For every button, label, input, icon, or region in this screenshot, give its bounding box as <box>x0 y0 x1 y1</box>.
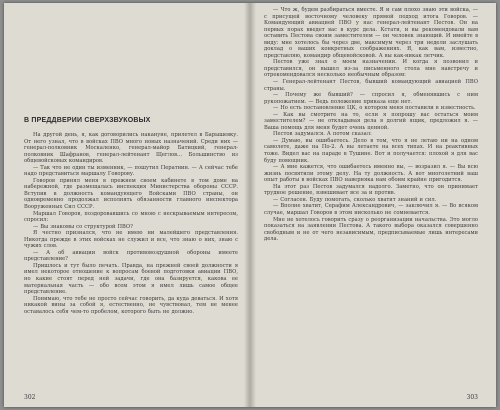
paragraph: На другой день, я, как договорились накануне, прилетел в Барышевку. От него узнал, что в войсках ПВО много новых назначений. Среди них — генерал-полковник Москаленко, генерал-майор Батицкий, генерал-полковник Шафранов, генерал-лейтенант Щеглов... Большинство из общевойсковых командиров. <box>24 132 238 165</box>
paragraph: — Но есть постановление ЦК, о котором меня поставили в известность. <box>273 105 476 112</box>
paragraph: — Почему же бывший? — спросил я, обменявшись с ним рукопожатием. — Ведь положение приказа еще нет. <box>264 92 478 105</box>
paragraph: — Как вы смотрите на то, если я попрошу вас остаться моим заместителем? — не откладывая дела в долгий ящик, предложил я. — Ваша помощь для меня будет очень ценной. <box>264 111 478 131</box>
paragraph: — А мне кажется, что ошибаетесь именно вы, — возразил я. — Вы всю жизнь посвятили этому делу. На ту должность. А вот многолетний ваш опыт работы в войсках ПВО наверняка нам обоим крайне пригодится. <box>264 164 478 184</box>
left-page <box>4 3 250 407</box>
page-number-right: 303 <box>466 394 478 401</box>
paragraph: — Вы знакомы со структурой ПВО? <box>33 223 133 230</box>
paragraph: — Что ж, будем разбираться вместе. Я и сам плохо знаю эти войска, — с присущей восточному человеку прямой подход итога Говоров. — Командующий авиацией ПВО у нас генерал-лейтенант Пестов. Он на первых порах введет вас в курс дела. Кстати, и вы рекомендовали вам оставить Пестова своим заместителем — он человек знающий. И имейте в виду: мне хотелось бы через две, максимум через три недели заслушать доклад о ваших конкретных соображениях. Я, как вам, известно, представляю, командир общевойсковой. А вы как-никак летчик. <box>264 7 478 59</box>
paragraph: — Генерал-лейтенант Пестов, бывший командующий авиацией ПВО страны. <box>264 79 478 92</box>
right-page <box>250 3 496 407</box>
chapter-title: В ПРЕДДВЕРИИ СВЕРХЗВУКОВЫХ <box>24 117 151 124</box>
paragraph: Пестов уже знал о моем назначении. И когда я позвонил и представился, он вышел из-за письменного стола мне навстречу и отрекомендовался несколько необычным образом: <box>264 59 478 79</box>
page-number-left: 302 <box>24 394 36 401</box>
paragraph: — Думаю, вы ошибаетесь. Дело в том, что я не летаю ни на одном самолете, даже на По-2. А вы летаете на всех типах. И на реактивных тоже. Видел вас на параде в Тушине. Вот и получается: плохой я для вас буду помощник. <box>264 137 478 164</box>
left-page-text <box>24 132 238 315</box>
paragraph: Говоров принял меня в прежнем своем кабинете в том доме на набережной, где размещалась инспекция Министерства обороны СССР. Вступив в должность командующего Войсками ПВО страны, он одновременно продолжал исполнять обязанности главного инспектора Вооруженных Сил СССР. <box>24 177 238 211</box>
paragraph: Маршал Говоров, поздоровавшись со мною с нескрываемым интересом, спросил: <box>24 210 238 224</box>
paragraph: — А об авиации войск противовоздушной обороны имеете представление? <box>24 249 238 263</box>
paragraph: — Вполне хватит, Серафим Александрович, — заключил я. — Во всяком случае, маршал Говоров в этом нисколько не сомневается. <box>264 203 478 216</box>
paragraph: — Так что не один ты изменник, — пошутил Ператнин. — А сейчас тебе надо представиться маршалу Говорову. <box>24 164 238 178</box>
paragraph: Я честно признался, что не имею ни малейшего представления. Никогда прежде в этих войсках не служил и все, что знаю о них, знаю с чужих слов. <box>24 230 238 250</box>
right-page-text <box>264 7 478 243</box>
paragraph: На этот раз Пестов задумался надолго. Заметно, что он принимает трудное решение, взвешивает все за и против. <box>264 183 478 197</box>
paragraph: — Согласен. Буду помогать, сколько хватит знаний и сил. <box>273 196 437 203</box>
paragraph: Понимаю, что тебе не просто сейчас говорить, да куда деваться. И хотя никакой вины за собой я, естественно, не чувствовал, тем не менее оставалось себя чем-то пробелом, которого быть не должно. <box>24 295 238 315</box>
paragraph: Мне не хотелось говорить сразу о реорганизации начальства. Это могло показаться на заявлении Пестова. А такого выбора оказался совершенно свободным и не от чего независимым, предписываемые лишь интересами дела. <box>264 216 478 243</box>
paragraph: Пришлось и тут было печать. Правда, на прежней своей должности я имел некоторое отношение к вопросам боевой подготовки авиации ПВО, но какие стоят перед ней задачи, где она базируется, какова ее материальная часть — обо всем этом я имел лишь самое общее представление. <box>24 262 238 296</box>
paragraph: Пестов задумался. А потом сказал: <box>273 131 372 138</box>
book-spread <box>4 3 496 407</box>
